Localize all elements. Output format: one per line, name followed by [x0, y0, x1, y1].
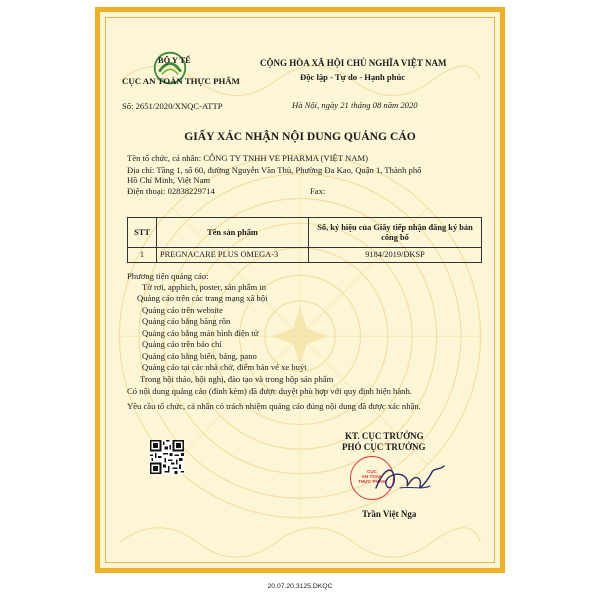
signer-name: Trần Việt Nga: [362, 509, 417, 519]
list-item: Quảng cáo trên website: [142, 305, 223, 315]
list-item: Quảng cáo tại các nhà chờ, điểm bán vé xe buýt: [142, 362, 307, 372]
product-table: [127, 217, 482, 263]
column-header-registration-number: Số, ký hiệu của Giấy tiếp nhận đăng ký bản công bố: [309, 218, 482, 248]
organization-fax: Fax:: [310, 186, 326, 196]
list-item: Quảng cáo trên các trang mạng xã hội: [137, 293, 268, 303]
row-stt: 1: [128, 248, 157, 263]
handwritten-signature-icon: [370, 458, 450, 498]
stamp-line3: THỰC PHẨM: [357, 479, 387, 484]
column-header-stt: STT: [128, 218, 157, 248]
place-and-date: Hà Nội, ngày 21 tháng 08 năm 2020: [292, 100, 418, 110]
signature-title-line2: PHÓ CỤC TRƯỞNG: [342, 442, 426, 452]
row-registration-number: 9184/2019/ĐKSP: [309, 248, 482, 263]
qr-code-icon: [150, 440, 184, 474]
certificate: [95, 7, 505, 573]
list-item: Quảng cáo trên báo chí: [142, 339, 222, 349]
ministry-name: BỘ Y TẾ: [158, 56, 191, 65]
document-title: GIẤY XÁC NHẬN NỘI DUNG QUẢNG CÁO: [184, 130, 416, 143]
national-motto: Độc lập - Tự do - Hạnh phúc: [300, 72, 406, 82]
department-name: CỤC AN TOÀN THỰC PHẨM: [122, 76, 240, 86]
organization-name: Tên tổ chức, cá nhân: CÔNG TY TNHH VE PHARMA (VIỆT NAM): [127, 153, 368, 163]
certificate-code: 20.07.20.3125.DKQC: [267, 583, 333, 590]
organization-address-line1: Địa chỉ: Tầng 1, số 60, đường Nguyễn Văn Thủ, Phường Đa Kao, Quận 1, Thành phố: [127, 165, 422, 175]
document-number: Số: 2651/2020/XNQC-ATTP: [122, 101, 223, 111]
list-item: Quảng cáo bằng biển, bảng, pano: [142, 351, 257, 361]
signature-title-line1: KT. CỤC TRƯỞNG: [345, 431, 424, 441]
list-item: Tờ rơi, apphich, poster, sản phẩm in: [142, 282, 267, 292]
column-header-product-name: Tên sản phẩm: [157, 218, 309, 248]
organization-address-line2: Hồ Chí Minh, Việt Nam: [127, 175, 211, 185]
row-product-name: PREGNACARE PLUS OMEGA-3: [157, 248, 309, 263]
country-name: CỘNG HÒA XÃ HỘI CHỦ NGHĨA VIỆT NAM: [260, 58, 447, 68]
advertising-media-heading: Phương tiện quảng cáo:: [127, 271, 209, 281]
approval-note: Có nội dung quảng cáo (đính kèm) đã được duyệt phù hợp với quy định hiện hành.: [127, 386, 412, 396]
stamp-line1: CỤC: [367, 469, 377, 474]
list-item: Quảng cáo bằng màn hình điện tử: [142, 328, 259, 338]
organization-phone: Điện thoại: 02838229714: [127, 186, 215, 196]
list-item: Trong hội thảo, hội nghị, đào tạo và trong hộp sản phẩm: [140, 374, 334, 384]
table-row: [128, 248, 482, 263]
stamp-line2: AN TOÀN: [361, 474, 383, 479]
table-header-row: [128, 218, 482, 248]
responsibility-note: Yêu cầu tổ chức, cá nhân có trách nhiệm quảng cáo đúng nội dung đã được xác nhận.: [127, 401, 421, 411]
list-item: Quảng cáo bằng băng rôn: [142, 316, 231, 326]
